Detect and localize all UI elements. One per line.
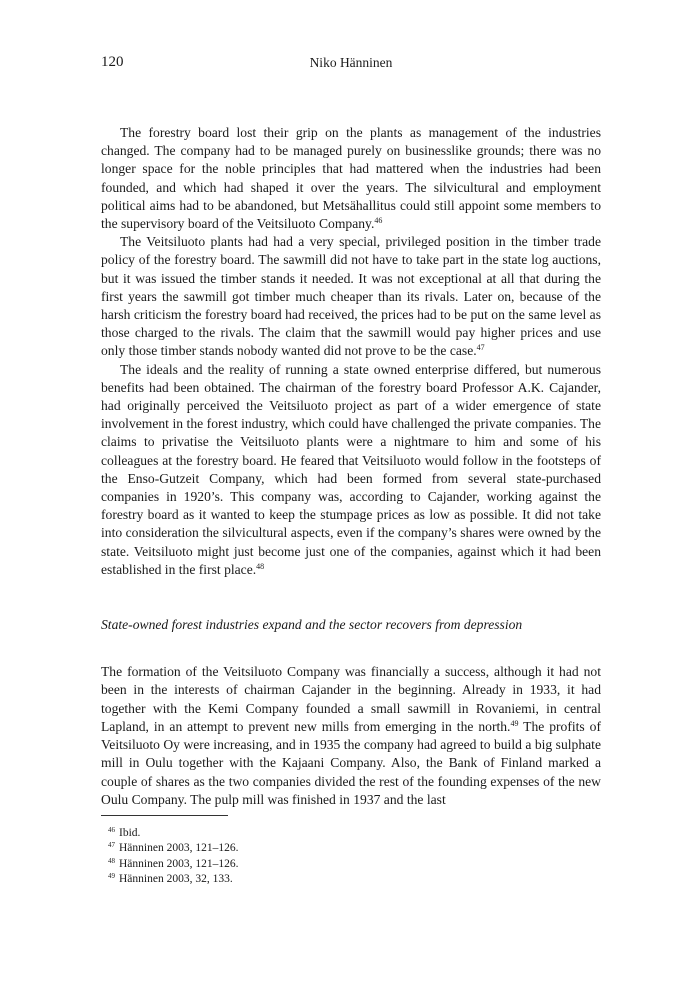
footnote-ref-47[interactable]: 47 bbox=[476, 343, 485, 353]
page-header bbox=[101, 54, 601, 74]
footnote-ref-48[interactable]: 48 bbox=[256, 561, 265, 571]
page-number: 120 bbox=[101, 54, 124, 70]
running-head-author: Niko Hänninen bbox=[309, 55, 393, 70]
paragraph-1: The forestry board lost their grip on the plants as management of the industries changed. The company had to be managed purely on businesslike grounds; there was no longer space for the noble principles that had mattered when the industries had been founded, and which had shaped it over the years. The silvicultural and employment political aims had to be abandoned, but Metsähallitus could still appoint some members to the supervisory board of the Veitsiluoto Company.$^{46}$ bbox=[101, 125, 601, 232]
footnote-49: $^{49}$ Hänninen 2003, 32, 133. bbox=[108, 871, 233, 885]
footnote-separator bbox=[101, 815, 228, 816]
paragraph-2: The Veitsiluoto plants had had a very special, privileged position in the timber trade policy of the forestry board. The sawmill did not have to take part in the state log auctions, but it was issued the timber stands it needed. It was not exceptional at all that during the first years the sawmill got timber much cheaper than its rivals. Later on, because of the harsh criticism the forestry board had received, the prices had to be put on the same level as those charged to the rivals. The claim that the sawmill would pay higher prices and use only those timber stands nobody wanted did not prove to be the case.$^{47}$ bbox=[101, 234, 601, 359]
section-heading: State-owned forest industries expand and the sector recovers from depression bbox=[101, 617, 523, 633]
paragraph-4: The formation of the Veitsiluoto Company was financially a success, although it had not been in the interests of chairman Cajander in the beginning. Already in 1933, it had together with the Kemi Company founded a small sawmill in Rovaniemi, in central Lapland, in an attempt to prevent new mills from emerging in the north.$^{49}$ The profits of Veitsiluoto Oy were increasing, and in 1935 the company had agreed to build a big sulphate mill in Oulu together with the Kajaani Company. Also, the Bank of Finland marked a couple of shares as the two companies divided the rest of the founding expenses of the new Oulu Company. The pulp mill was finished in 1937 and the last bbox=[101, 664, 601, 807]
footnote-ref-49[interactable]: 49 bbox=[510, 718, 519, 728]
footnotes bbox=[108, 826, 238, 887]
footnote-48: $^{48}$ Hänninen 2003, 121–126. bbox=[108, 856, 239, 870]
footnote-47: $^{47}$ Hänninen 2003, 121–126. bbox=[108, 841, 239, 855]
body-text bbox=[101, 124, 601, 809]
footnote-ref-46[interactable]: 46 bbox=[374, 216, 383, 226]
paragraph-3: The ideals and the reality of running a state owned enterprise differed, but numerous benefits had been obtained. The chairman of the forestry board Professor A.K. Cajander, had originally perceived the Veitsiluoto project as part of a wider emergence of state involvement in the forest industry, which could have challenged the private companies. The claims to privatise the Veitsiluoto plants were a nightmare to him and some of his colleagues at the forestry board. He feared that Veitsiluoto would follow in the footsteps of the Enso-Gutzeit Company, which had been formed from several state-purchased companies in 1920’s. This company was, according to Cajander, working against the forestry board as it wanted to keep the stumpage prices as low as possible. It did not take into consideration the silvicultural aspects, even if the company’s shares were owned by the state. Veitsiluoto might just become just one of the companies, against which it had been established in the first place.$^{48}$ bbox=[101, 361, 601, 577]
footnote-46: $^{46}$ Ibid. bbox=[108, 826, 141, 839]
